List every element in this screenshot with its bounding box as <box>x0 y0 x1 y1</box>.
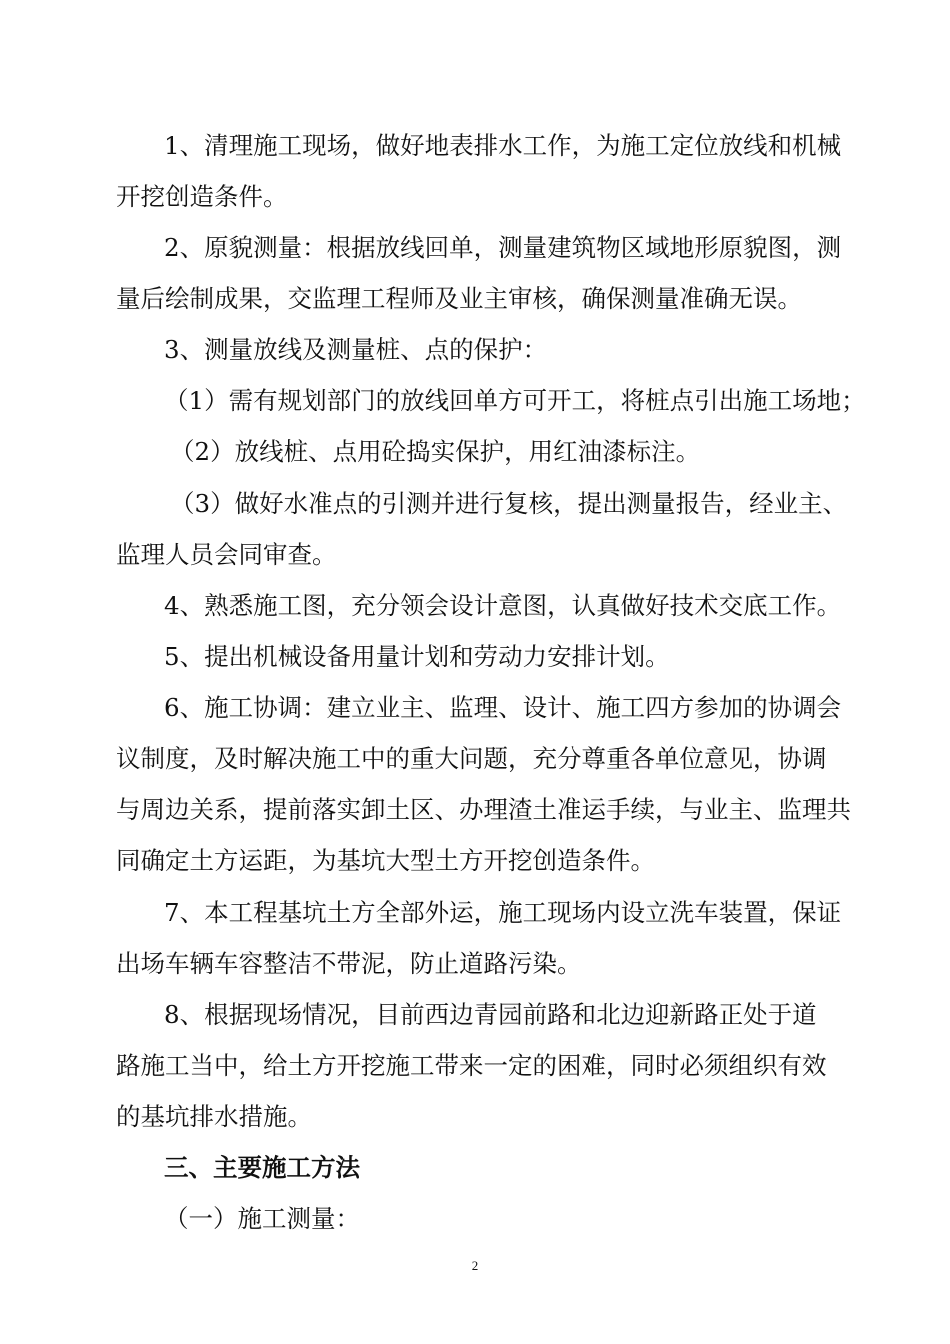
paragraph-line: 4、熟悉施工图，充分领会设计意图，认真做好技术交底工作。 <box>164 591 842 620</box>
paragraph-line: 6、施工协调：建立业主、监理、设计、施工四方参加的协调会 <box>164 693 842 722</box>
paragraph-line: 8、根据现场情况，目前西边青园前路和北边迎新路正处于道 <box>164 1000 817 1029</box>
paragraph-line: 开挖创造条件。 <box>116 182 288 211</box>
paragraph-line: 1、清理施工现场，做好地表排水工作，为施工定位放线和机械 <box>164 131 842 160</box>
paragraph-line: （3）做好水准点的引测并进行复核，提出测量报告，经业主、 <box>170 489 848 518</box>
paragraph-line: 7、本工程基坑土方全部外运，施工现场内设立洗车装置，保证 <box>164 898 842 927</box>
paragraph-line: （1）需有规划部门的放线回单方可开工，将桩点引出施工场地； <box>164 386 866 415</box>
paragraph-line: 与周边关系，提前落实卸土区、办理渣土准运手续，与业主、监理共 <box>116 795 851 824</box>
paragraph-line: 路施工当中，给土方开挖施工带来一定的困难，同时必须组织有效 <box>116 1051 827 1080</box>
paragraph-line: 同确定土方运距，为基坑大型土方开挖创造条件。 <box>116 846 655 875</box>
paragraph-line: （2）放线桩、点用砼捣实保护，用红油漆标注。 <box>170 437 701 466</box>
paragraph-line: 出场车辆车容整洁不带泥，防止道路污染。 <box>116 949 582 978</box>
page-number: 2 <box>471 1258 479 1273</box>
subsection-heading: （一）施工测量： <box>164 1204 360 1233</box>
paragraph-line: 量后绘制成果，交监理工程师及业主审核，确保测量准确无误。 <box>116 284 802 313</box>
paragraph-line: 议制度，及时解决施工中的重大问题，充分尊重各单位意见，协调 <box>116 744 827 773</box>
paragraph-line: 的基坑排水措施。 <box>116 1102 312 1131</box>
paragraph-line: 监理人员会同审查。 <box>116 540 337 569</box>
paragraph-line: 2、原貌测量：根据放线回单，测量建筑物区域地形原貌图，测 <box>164 233 842 262</box>
paragraph-line: 3、测量放线及测量桩、点的保护： <box>164 335 548 364</box>
paragraph-line: 5、提出机械设备用量计划和劳动力安排计划。 <box>164 642 670 671</box>
section-heading: 三、主要施工方法 <box>164 1153 360 1182</box>
